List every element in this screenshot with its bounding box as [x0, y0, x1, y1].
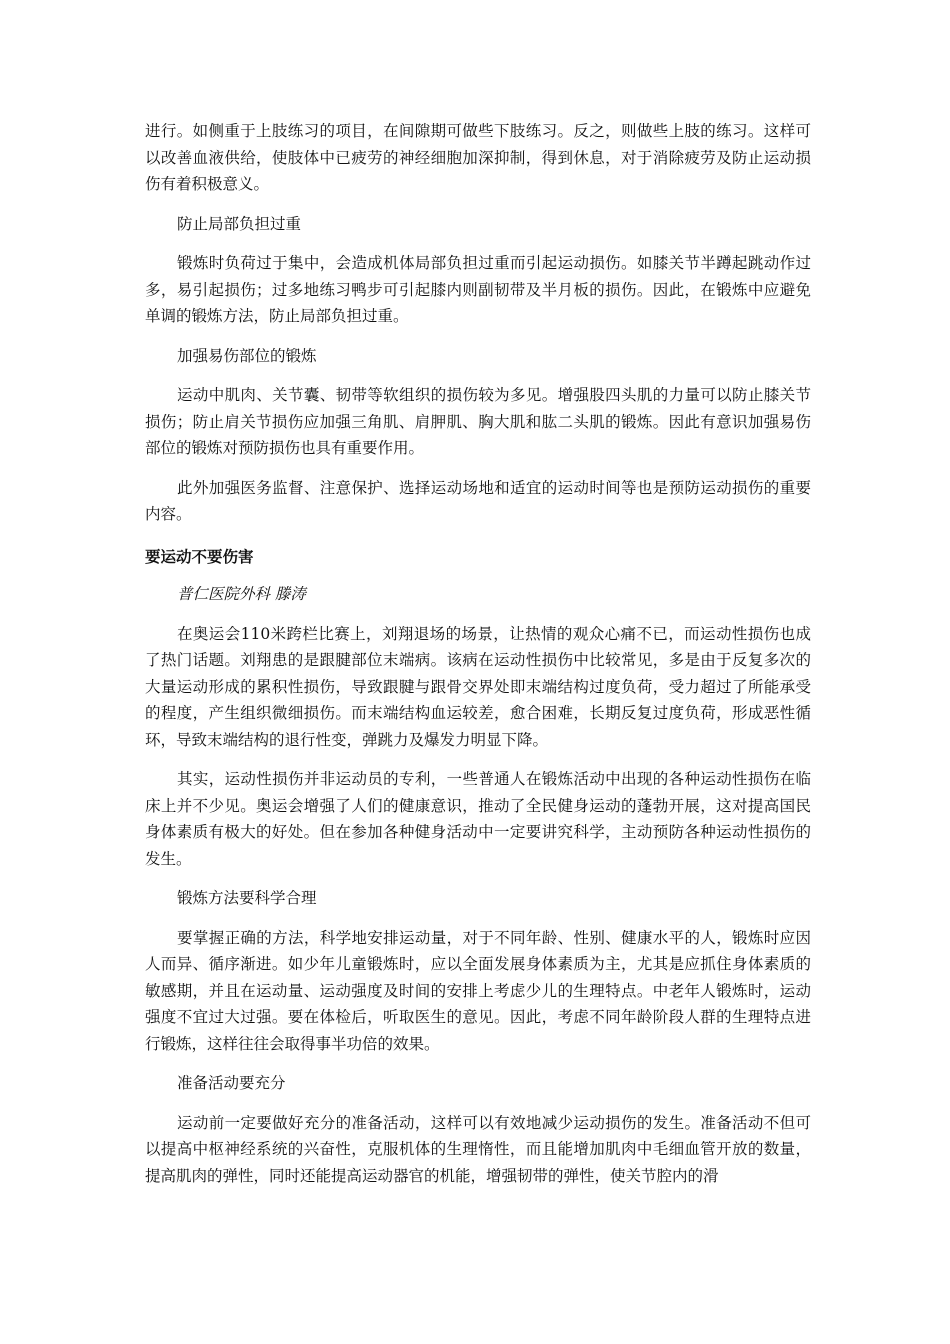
paragraph-warm-up: 运动前一定要做好充分的准备活动，这样可以有效地减少运动损伤的发生。准备活动不但可以提高中枢神经系统的兴奋性，克服机体的生理惰性，而且能增加肌肉中毛细血管开放的数量，提高肌肉的弹性，同时还能提高运动器官的机能，增强韧带的弹性，使关节腔内的滑: [145, 1113, 811, 1185]
paragraph-liu-xiang: 在奥运会110米跨栏比赛上，刘翔退场的场景，让热情的观众心痛不已，而运动性损伤也成了热门话题。刘翔患的是跟腱部位末端病。该病在运动性损伤中比较常见，多是由于反复多次的大量运动形成的累积性损伤，导致跟腱与跟骨交界处即末端结构过度负荷，受力超过了所能承受的程度，产生组织微细损伤。而末端结构血运较差，愈合困难，长期反复过度负荷，形成恶性循环，导致末端结构的退行性变，弹跳力及爆发力明显下降。: [145, 624, 811, 749]
document-body: [145, 118, 811, 1202]
article-title: 要运动不要伤害: [145, 547, 254, 566]
paragraph-local-overload: 锻炼时负荷过于集中，会造成机体局部负担过重而引起运动损伤。如膝关节半蹲起跳动作过多，易引起损伤；过多地练习鸭步可引起膝内则副韧带及半月板的损伤。因此，在锻炼中应避免单调的锻炼方法，防止局部负担过重。: [145, 254, 811, 325]
paragraph-continuation: 进行。如侧重于上肢练习的项目，在间隙期可做些下肢练习。反之，则做些上肢的练习。这样可以改善血液供给，使肢体中已疲劳的神经细胞加深抑制，得到休息，对于消除疲劳及防止运动损伤有着积极意义。: [145, 122, 811, 193]
paragraph-scientific-method: 要掌握正确的方法，科学地安排运动量，对于不同年龄、性别、健康水平的人，锻炼时应因人而异、循序渐进。如少年儿童锻炼时，应以全面发展身体素质为主，尤其是应抓住身体素质的敏感期，并且在运动量、运动强度及时间的安排上考虑少儿的生理特点。中老年人锻炼时，运动强度不宜过大过强。要在体检后，听取医生的意见。因此，考虑不同年龄阶段人群的生理特点进行锻炼，这样往往会取得事半功倍的效果。: [145, 928, 811, 1053]
paragraph-vulnerable-parts: 运动中肌肉、关节囊、韧带等软组织的损伤较为多见。增强股四头肌的力量可以防止膝关节损伤；防止肩关节损伤应加强三角肌、肩胛肌、胸大肌和肱二头肌的锻炼。因此有意识加强易伤部位的锻炼对预防损伤也具有重要作用。: [145, 386, 811, 457]
subheading-warm-up: 准备活动要充分: [177, 1074, 286, 1092]
subheading-avoid-local-overload: 防止局部负担过重: [177, 214, 302, 233]
paragraph-sports-injury-common: 其实，运动性损伤并非运动员的专利，一些普通人在锻炼活动中出现的各种运动性损伤在临床上并不少见。奥运会增强了人们的健康意识，推动了全民健身运动的蓬勃开展，这对提高国民身体素质有极大的好处。但在参加各种健身活动中一定要讲究科学，主动预防各种运动性损伤的发生。: [145, 770, 811, 868]
subheading-scientific-method: 锻炼方法要科学合理: [177, 889, 317, 907]
article-author: 普仁医院外科 滕涛: [177, 585, 306, 603]
subheading-strengthen-vulnerable-parts: 加强易伤部位的锻炼: [177, 346, 317, 365]
paragraph-medical-supervision: 此外加强医务监督、注意保护、选择运动场地和适宜的运动时间等也是预防运动损伤的重要内容。: [145, 478, 811, 523]
